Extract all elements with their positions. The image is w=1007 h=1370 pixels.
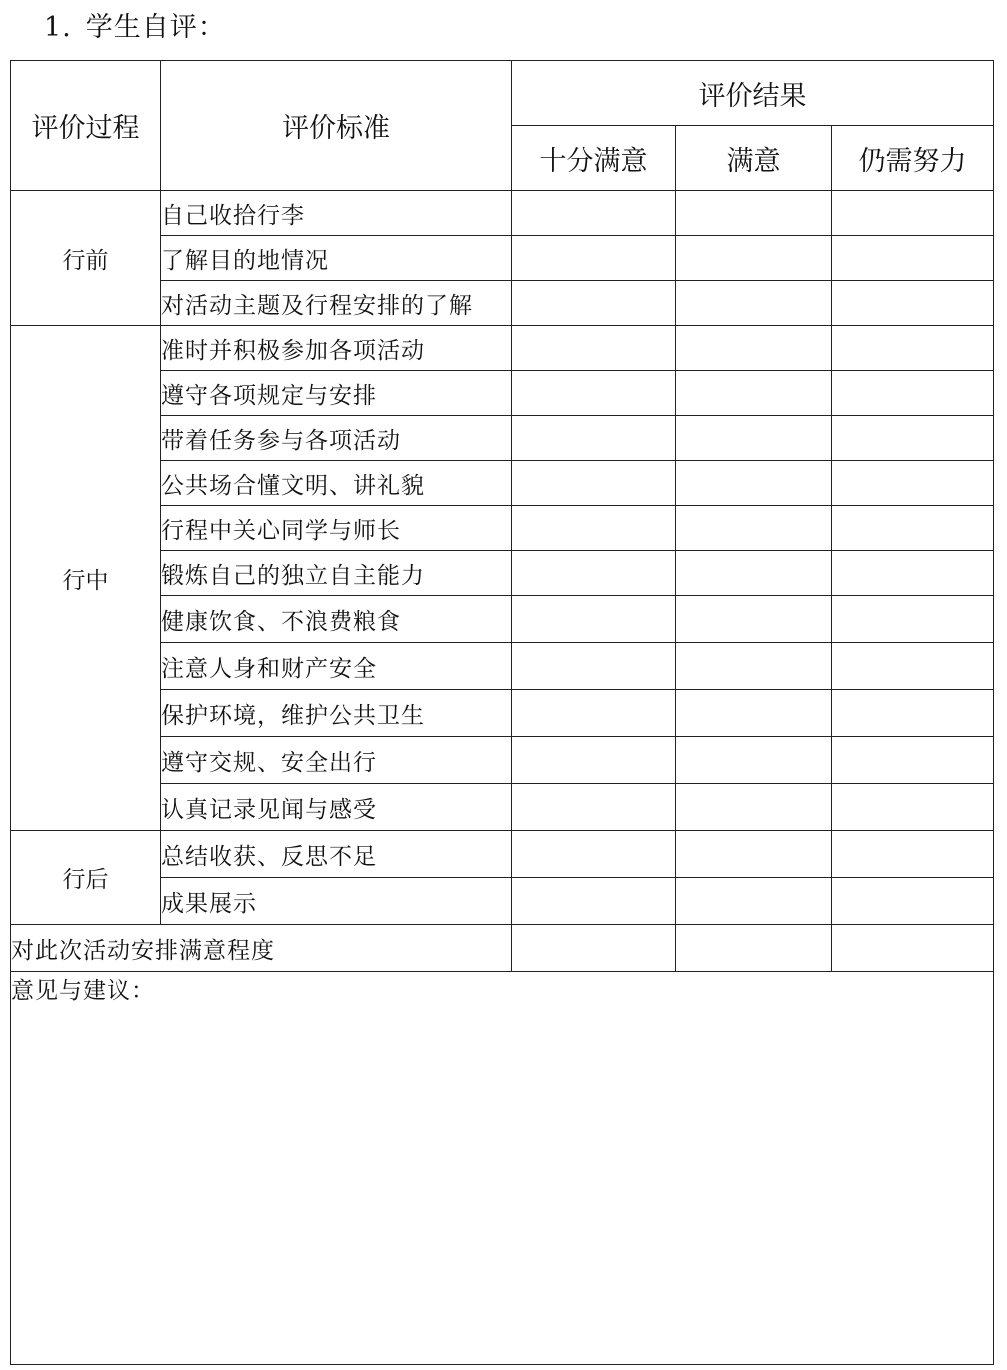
- rating-cell[interactable]: [512, 643, 676, 690]
- criterion: 自己收拾行李: [161, 191, 512, 236]
- rating-cell[interactable]: [512, 506, 676, 551]
- rating-cell[interactable]: [512, 596, 676, 643]
- rating-cell[interactable]: [832, 191, 994, 236]
- criterion: 认真记录见闻与感受: [161, 784, 512, 831]
- rating-cell[interactable]: [832, 461, 994, 506]
- rating-cell[interactable]: [832, 416, 994, 461]
- criterion: 锻炼自己的独立自主能力: [161, 551, 512, 596]
- rating-cell[interactable]: [512, 925, 676, 972]
- table-row: [11, 972, 994, 1365]
- criterion: 带着任务参与各项活动: [161, 416, 512, 461]
- rating-cell[interactable]: [512, 416, 676, 461]
- phase-during: 行中: [11, 326, 161, 831]
- rating-cell[interactable]: [832, 737, 994, 784]
- rating-cell[interactable]: [676, 506, 832, 551]
- rating-cell[interactable]: [832, 690, 994, 737]
- rating-cell[interactable]: [676, 461, 832, 506]
- rating-cell[interactable]: [512, 831, 676, 878]
- rating-cell[interactable]: [832, 236, 994, 281]
- self-evaluation-table: [10, 60, 994, 1365]
- table-row: [11, 831, 994, 878]
- table-row: [11, 925, 994, 972]
- rating-cell[interactable]: [832, 371, 994, 416]
- rating-cell[interactable]: [512, 551, 676, 596]
- rating-cell[interactable]: [512, 784, 676, 831]
- rating-cell[interactable]: [676, 191, 832, 236]
- rating-cell[interactable]: [676, 784, 832, 831]
- rating-cell[interactable]: [512, 236, 676, 281]
- rating-cell[interactable]: [676, 596, 832, 643]
- rating-cell[interactable]: [512, 191, 676, 236]
- overall-satisfaction-label: 对此次活动安排满意程度: [11, 925, 512, 972]
- rating-cell[interactable]: [676, 878, 832, 925]
- header-satisfied: 满意: [676, 126, 832, 191]
- rating-cell[interactable]: [676, 416, 832, 461]
- phase-after: 行后: [11, 831, 161, 925]
- criterion: 遵守交规、安全出行: [161, 737, 512, 784]
- section-title: 学生自评：: [85, 12, 226, 43]
- criterion: 了解目的地情况: [161, 236, 512, 281]
- rating-cell[interactable]: [676, 236, 832, 281]
- section-number: 1.: [44, 12, 72, 43]
- criterion: 遵守各项规定与安排: [161, 371, 512, 416]
- rating-cell[interactable]: [832, 326, 994, 371]
- rating-cell[interactable]: [512, 326, 676, 371]
- header-result: 评价结果: [512, 61, 994, 126]
- rating-cell[interactable]: [512, 737, 676, 784]
- rating-cell[interactable]: [512, 371, 676, 416]
- criterion: 对活动主题及行程安排的了解: [161, 281, 512, 326]
- rating-cell[interactable]: [832, 596, 994, 643]
- rating-cell[interactable]: [676, 737, 832, 784]
- header-process: 评价过程: [11, 61, 161, 191]
- comments-area[interactable]: [11, 972, 994, 1365]
- criterion: 成果展示: [161, 878, 512, 925]
- criterion: 注意人身和财产安全: [161, 643, 512, 690]
- rating-cell[interactable]: [676, 831, 832, 878]
- header-needs-effort: 仍需努力: [832, 126, 994, 191]
- criterion: 准时并积极参加各项活动: [161, 326, 512, 371]
- criterion: 行程中关心同学与师长: [161, 506, 512, 551]
- rating-cell[interactable]: [832, 831, 994, 878]
- rating-cell[interactable]: [512, 878, 676, 925]
- criterion: 健康饮食、不浪费粮食: [161, 596, 512, 643]
- header-very-satisfied: 十分满意: [512, 126, 676, 191]
- rating-cell[interactable]: [832, 784, 994, 831]
- rating-cell[interactable]: [676, 690, 832, 737]
- criterion: 总结收获、反思不足: [161, 831, 512, 878]
- rating-cell[interactable]: [676, 643, 832, 690]
- comments-label: 意见与建议：: [11, 978, 155, 1004]
- rating-cell[interactable]: [832, 878, 994, 925]
- table-row: [11, 326, 994, 371]
- rating-cell[interactable]: [832, 551, 994, 596]
- header-criteria: 评价标准: [161, 61, 512, 191]
- rating-cell[interactable]: [512, 281, 676, 326]
- section-heading: [44, 8, 226, 48]
- criterion: 保护环境，维护公共卫生: [161, 690, 512, 737]
- table-row: [11, 191, 994, 236]
- rating-cell[interactable]: [832, 925, 994, 972]
- rating-cell[interactable]: [512, 690, 676, 737]
- rating-cell[interactable]: [676, 281, 832, 326]
- rating-cell[interactable]: [676, 326, 832, 371]
- rating-cell[interactable]: [832, 643, 994, 690]
- rating-cell[interactable]: [676, 371, 832, 416]
- rating-cell[interactable]: [512, 461, 676, 506]
- rating-cell[interactable]: [832, 506, 994, 551]
- rating-cell[interactable]: [676, 551, 832, 596]
- rating-cell[interactable]: [832, 281, 994, 326]
- phase-before: 行前: [11, 191, 161, 326]
- rating-cell[interactable]: [676, 925, 832, 972]
- criterion: 公共场合懂文明、讲礼貌: [161, 461, 512, 506]
